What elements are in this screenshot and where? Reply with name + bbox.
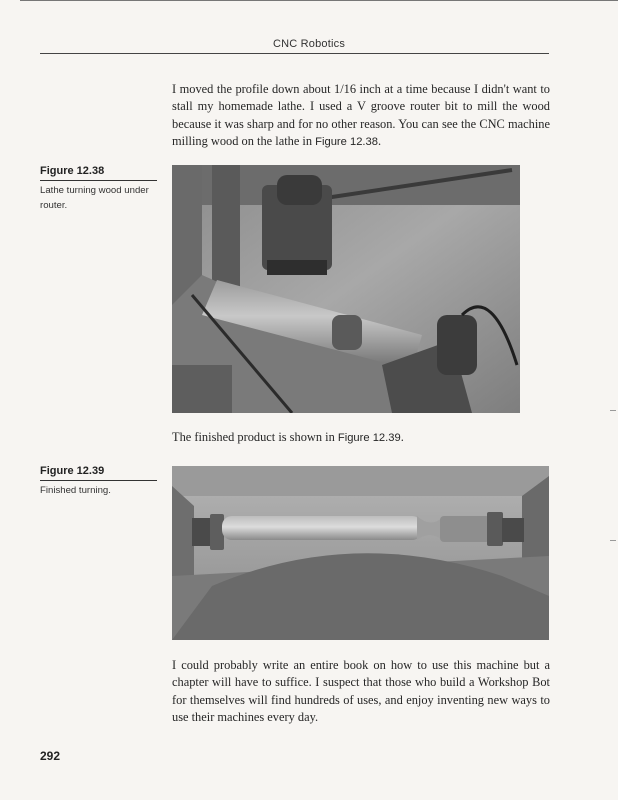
page-number: 292 — [40, 749, 61, 763]
finished-turning-photo — [172, 466, 549, 640]
body-paragraph-1 — [172, 81, 550, 152]
scan-edge-mark — [610, 540, 616, 541]
figure-12-39-photo — [172, 466, 549, 640]
figure-12-39-title: Figure 12.39 — [40, 465, 105, 477]
figure-12-39-rule — [40, 480, 157, 481]
body-paragraph-3: I could probably write an entire book on how to use this machine but a chapter will have to suffice. I suspect that those who build a Workshop Bot for themselves will find hundreds of uses, and enjoy inventing new ways to use their machines every day. — [172, 658, 550, 725]
figure-12-38-photo — [172, 165, 520, 413]
paragraph-end: . — [400, 430, 404, 444]
paragraph-text: The finished product is shown in — [172, 430, 338, 444]
page-top-edge — [20, 0, 618, 1]
figure-12-38-title: Figure 12.38 — [40, 165, 105, 177]
figure-12-39-caption: Finished turning. — [40, 485, 111, 496]
body-paragraph-2 — [172, 429, 550, 447]
figure-reference-12-38: Figure 12.38 — [315, 136, 378, 149]
figure-reference-12-39: Figure 12.39 — [337, 432, 401, 444]
running-header: CNC Robotics — [272, 38, 346, 50]
paragraph-end: . — [378, 134, 382, 149]
figure-12-38-rule — [40, 180, 157, 181]
lathe-router-photo — [172, 165, 520, 413]
figure-12-38-caption: Lathe turning wood under router. — [40, 185, 149, 211]
scan-edge-mark — [610, 410, 616, 411]
header-rule — [40, 53, 549, 54]
paragraph-text: I moved the profile down about 1/16 inch at a time because I didn't want to stall my homemade lathe. I used a V groove router bit to mill the wood because it was sharp and for no other reason. You can see the CNC machine milling wood on the lathe in — [172, 82, 550, 149]
